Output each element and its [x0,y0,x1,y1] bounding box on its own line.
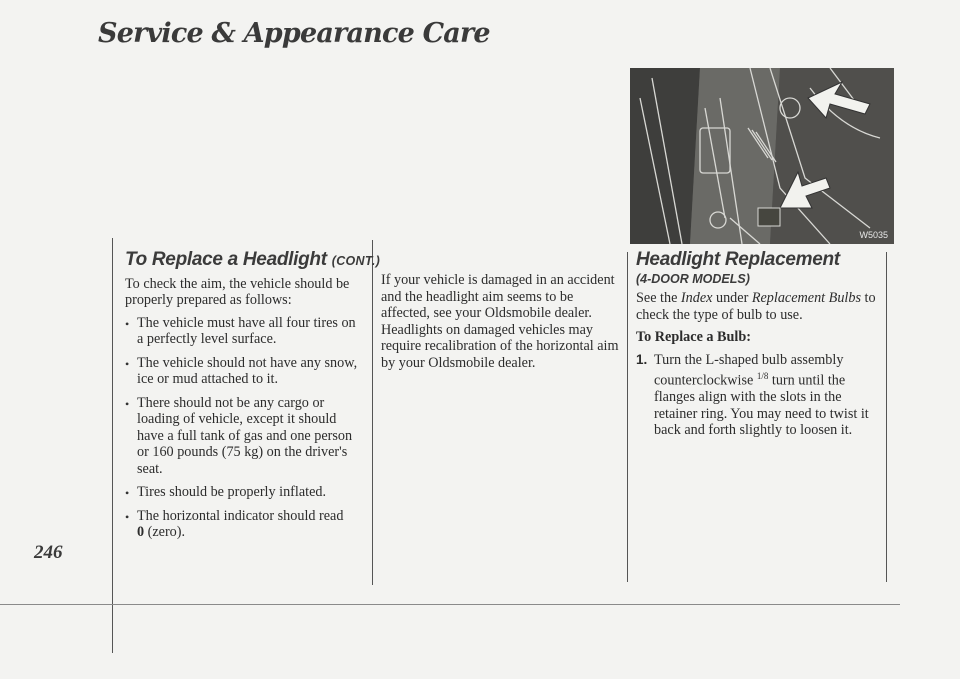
middle-column [381,272,621,377]
section-title-text: To Replace a Headlight [125,249,327,270]
left-margin-rule [112,238,113,653]
bullet-dot-icon: • [125,509,130,524]
figure-code: W5035 [859,230,888,240]
list-item: • The vehicle should not have any snow, ice or mud attached to it. [125,354,358,387]
steps-list [636,352,881,439]
list-item: • The horizontal indicator should read 0 (zero). [125,507,344,540]
damage-paragraph: If your vehicle is damaged in an accident and the headlight aim seems to be affected, see your Oldsmobile dealer. Headlights on damaged vehicles may require recalibration of the horizontal aim by your Oldsmobile dealer. [381,272,619,371]
section-title [125,249,381,270]
see-index-paragraph: See the Index under Replacement Bulbs to check the type of bulb to use. [636,290,876,323]
page-number: 246 [34,542,63,563]
intro-paragraph: To check the aim, the vehicle should be properly prepared as follows: [125,275,350,308]
column-divider-left [372,240,373,585]
list-item: • The vehicle must have all four tires on a perfectly level surface. [125,314,356,347]
bottom-rule [0,604,900,605]
headlight-drawing [630,68,894,244]
right-margin-rule [886,252,887,582]
bullet-dot-icon: • [125,316,130,331]
headlight-illustration [630,68,894,244]
headlight-replacement-title: Headlight Replacement [636,249,840,270]
column-divider-right [627,252,628,582]
left-column [125,249,381,548]
replace-bulb-subheading: To Replace a Bulb: [636,329,751,345]
continued-label: (CONT.) [331,254,381,268]
section-header-title: Service & Appearance Care [98,18,490,49]
zero-value: 0 [137,524,145,540]
fraction: 1/8 [756,371,769,381]
list-item: 1. Turn the L-shaped bulb assembly counterclockwise $^{1/8}$ turn until the flanges align with the slots in the retainer ring. You may need to twist it back and forth slightly to loosen it. [636,351,869,439]
bullet-dot-icon: • [125,486,130,500]
bullet-dot-icon: • [125,396,130,411]
list-item: • Tires should be properly inflated. [125,484,327,500]
models-subtitle: (4-DOOR MODELS) [636,271,750,286]
aim-preparation-list [125,315,365,541]
bullet-dot-icon: • [125,356,130,371]
list-item: • There should not be any cargo or loading of vehicle, except it should have a full tank of gas and one person or 160 pounds (75 kg) on the driver's seat. [125,394,353,477]
step-number: 1. [636,351,648,367]
right-column [636,249,881,439]
